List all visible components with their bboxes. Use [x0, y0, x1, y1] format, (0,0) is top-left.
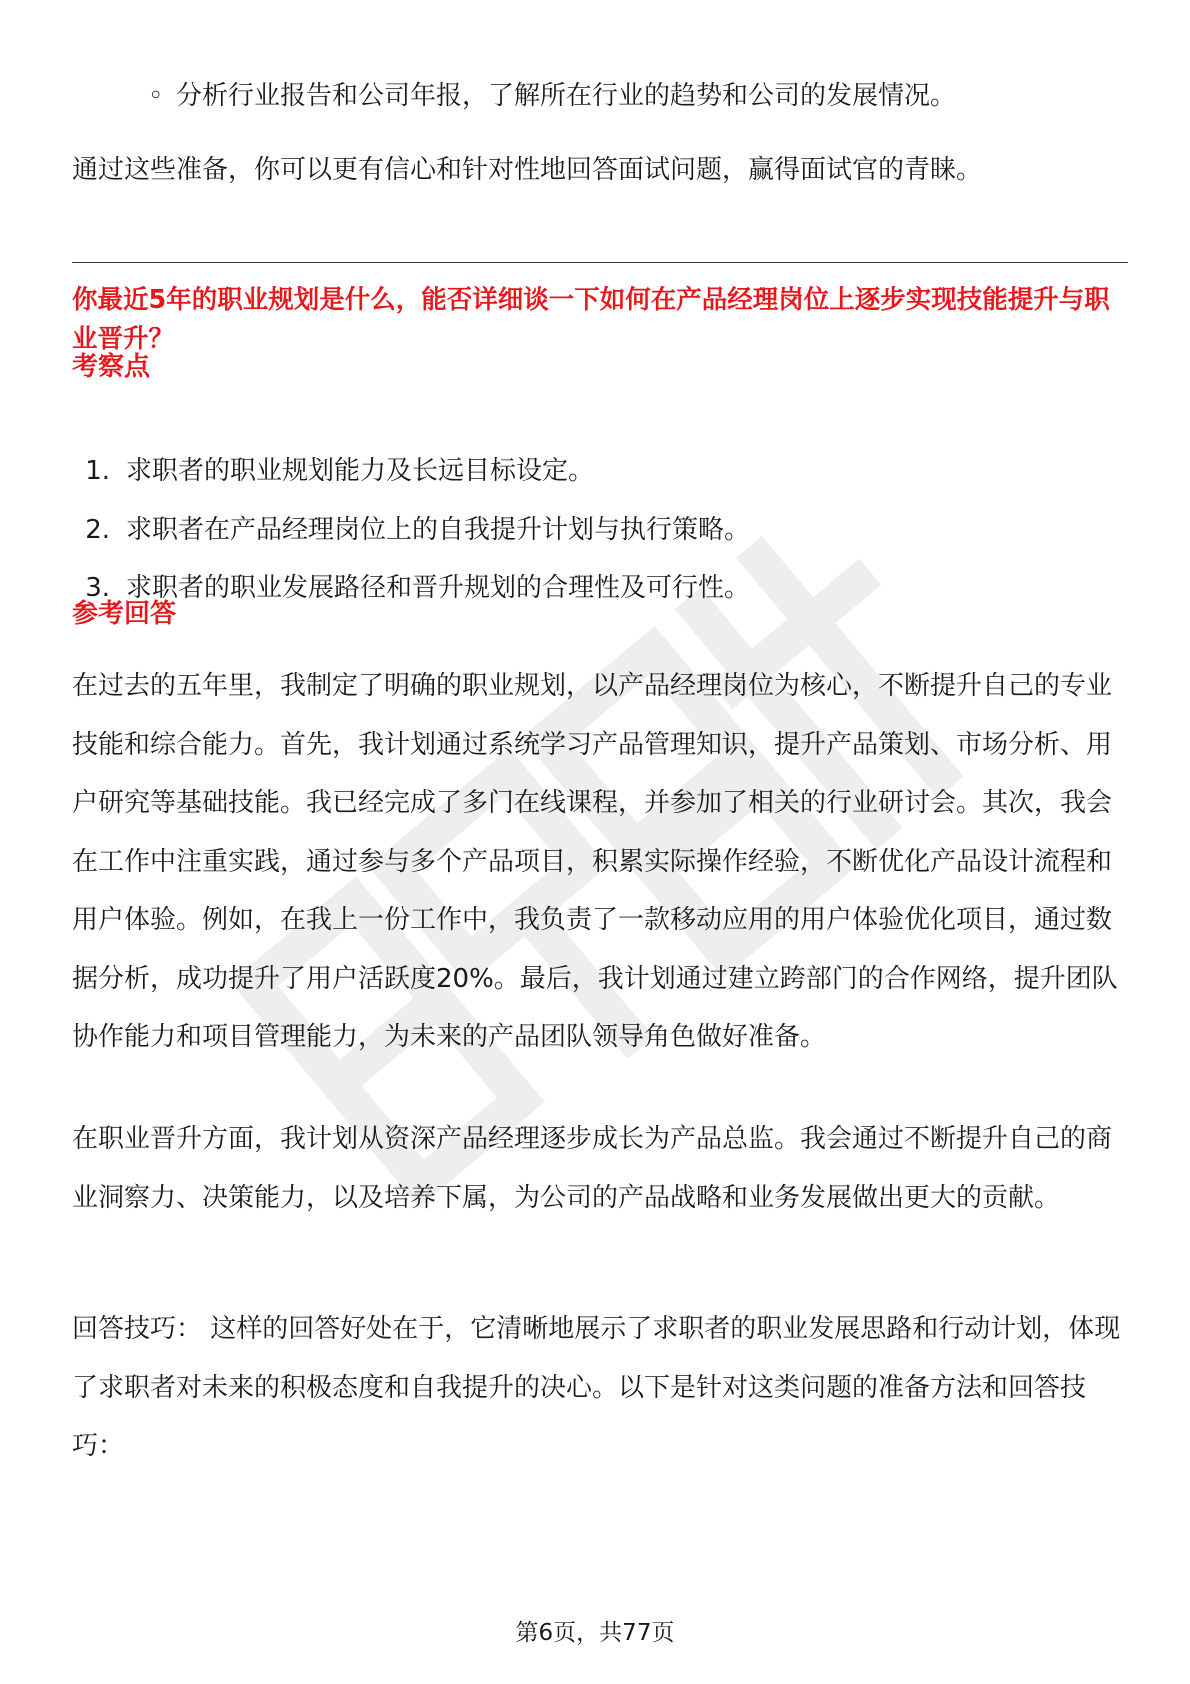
- answer-paragraph: 在职业晋升方面，我计划从资深产品经理逐步成长为产品总监。我会通过不断提升自己的商业洞察力、决策能力，以及培养下属，为公司的产品战略和业务发展做出更大的贡献。: [72, 1124, 1113, 1213]
- bullet-text: 分析行业报告和公司年报，了解所在行业的趋势和公司的发展情况。: [176, 81, 957, 111]
- answer-heading: 参考回答: [72, 599, 177, 629]
- bullet-marker: ◦: [148, 81, 164, 111]
- section-divider: [72, 262, 1128, 263]
- list-item: [72, 510, 1132, 569]
- list-text: 求职者在产品经理岗位上的自我提升计划与执行策略。: [126, 514, 751, 545]
- points-heading: 考察点: [72, 352, 151, 382]
- list-number: 1.: [85, 456, 110, 486]
- list-text: 求职者的职业发展路径和晋升规划的合理性及可行性。: [126, 573, 751, 603]
- list-number: 3.: [85, 573, 110, 603]
- list-item: [72, 568, 1132, 627]
- answer-paragraph: 在过去的五年里，我制定了明确的职业规划，以产品经理岗位为核心，不断提升自己的专业技能和综合能力。首先，我计划通过系统学习产品管理知识，提升产品策划、市场分析、用户研究等基础技能。我已经完成了多门在线课程，并参加了相关的行业研讨会。其次，我会在工作中注重实践，通过参与多个产品项目，积累实际操作经验，不断优化产品设计流程和用户体验。例如，在我上一份工作中，我负责了一款移动应用的用户体验优化项目，通过数据分析，成功提升了用户活跃度20%。最后，我计划通过建立跨部门的合作网络，提升团队协作能力和项目管理能力，为未来的产品团队领导角色做好准备。: [72, 671, 1118, 1052]
- list-item: [72, 451, 1132, 510]
- page-footer: 第6页，共77页: [515, 1620, 675, 1646]
- points-list: [72, 451, 1132, 627]
- list-number: 2.: [85, 514, 110, 545]
- closing-paragraph: 通过这些准备，你可以更有信心和针对性地回答面试问题，赢得面试官的青睐。: [72, 155, 983, 185]
- question-heading: 你最近5年的职业规划是什么，能否详细谈一下如何在产品经理岗位上逐步实现技能提升与职业晋升？: [72, 285, 1110, 354]
- list-text: 求职者的职业规划能力及长远目标设定。: [126, 456, 595, 486]
- tips-paragraph: 回答技巧： 这样的回答好处在于，它清晰地展示了求职者的职业发展思路和行动计划，体现了求职者对未来的积极态度和自我提升的决心。以下是针对这类问题的准备方法和回答技巧：: [72, 1314, 1121, 1461]
- sub-bullet-item: [148, 76, 956, 116]
